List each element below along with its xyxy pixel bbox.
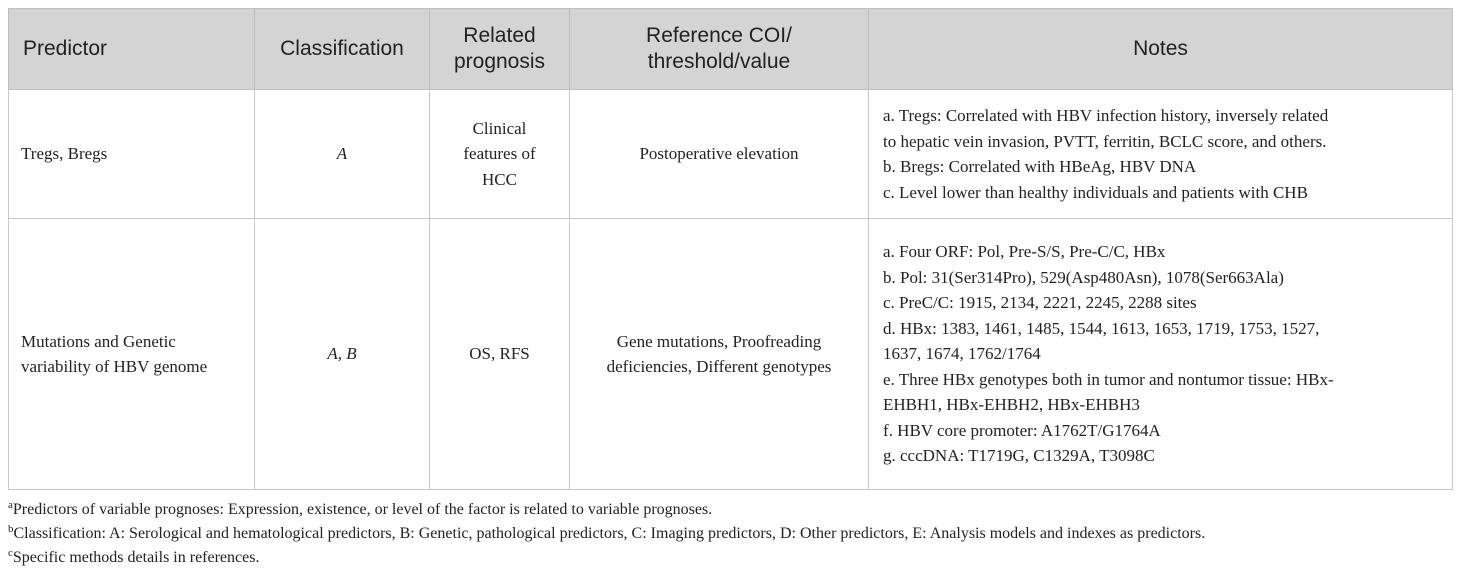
footnote-text: Classification: A: Serological and hematological predictors, B: Genetic, pathological predictors, C: Imaging predictors, D: Other predictors, E: Analysis models and indexes as predictors. [13,525,1206,542]
predictor-table [8,8,1453,490]
table-row [9,219,1453,490]
footnote-text: Specific methods details in references. [12,549,260,566]
cell-notes [869,219,1453,490]
note-line: to hepatic vein invasion, PVTT, ferritin, BCLC score, and others. [883,131,1327,151]
note-line: e. Three HBx genotypes both in tumor and nontumor tissue: HBx- [883,369,1334,389]
cell-predictor: Mutations and Genetic variability of HBV genome [9,219,255,490]
note-line: c. Level lower than healthy individuals and patients with CHB [883,182,1308,202]
header-related-prognosis: Related prognosis [430,9,570,90]
note-line: a. Four ORF: Pol, Pre-S/S, Pre-C/C, HBx [883,242,1166,262]
header-classification: Classification [255,9,430,90]
header-notes: Notes [869,9,1453,90]
note-line: a. Tregs: Correlated with HBV infection history, inversely related [883,106,1329,125]
header-row [9,9,1453,90]
footnote-mark: b [8,523,14,535]
cell-classification: A [255,90,430,219]
footnote-mark: c [8,547,13,559]
footnote [8,522,1452,546]
cell-reference: Postoperative elevation [570,90,869,219]
footnotes [8,498,1452,570]
footnote-mark: a [8,499,13,511]
header-predictor: Predictor [9,9,255,90]
note-line: f. HBV core promoter: A1762T/G1764A [883,420,1161,440]
footnote [8,498,1452,522]
header-reference: Reference COI/ threshold/value [570,9,869,90]
note-line: c. PreC/C: 1915, 2134, 2221, 2245, 2288 sites [883,293,1197,313]
cell-prognosis: OS, RFS [430,219,570,490]
table-row [9,90,1453,219]
cell-notes [869,90,1453,219]
cell-classification: A, B [255,219,430,490]
cell-predictor: Tregs, Bregs [9,90,255,219]
note-line: d. HBx: 1383, 1461, 1485, 1544, 1613, 1653, 1719, 1753, 1527, [883,318,1320,338]
cell-reference: Gene mutations, Proofreading deficiencies, Different genotypes [570,219,869,490]
note-line: b. Bregs: Correlated with HBeAg, HBV DNA [883,157,1197,176]
note-line: b. Pol: 31(Ser314Pro), 529(Asp480Asn), 1078(Ser663Ala) [883,267,1284,287]
cell-prognosis: Clinical features of HCC [430,90,570,219]
note-line: 1637, 1674, 1762/1764 [883,344,1041,364]
table-figure [8,8,1452,570]
footnote-text: Predictors of variable prognoses: Expression, existence, or level of the factor is related to variable prognoses. [12,501,713,518]
footnote [8,546,1452,570]
note-line: EHBH1, HBx-EHBH2, HBx-EHBH3 [883,395,1140,415]
note-line: g. cccDNA: T1719G, C1329A, T3098C [883,446,1155,466]
